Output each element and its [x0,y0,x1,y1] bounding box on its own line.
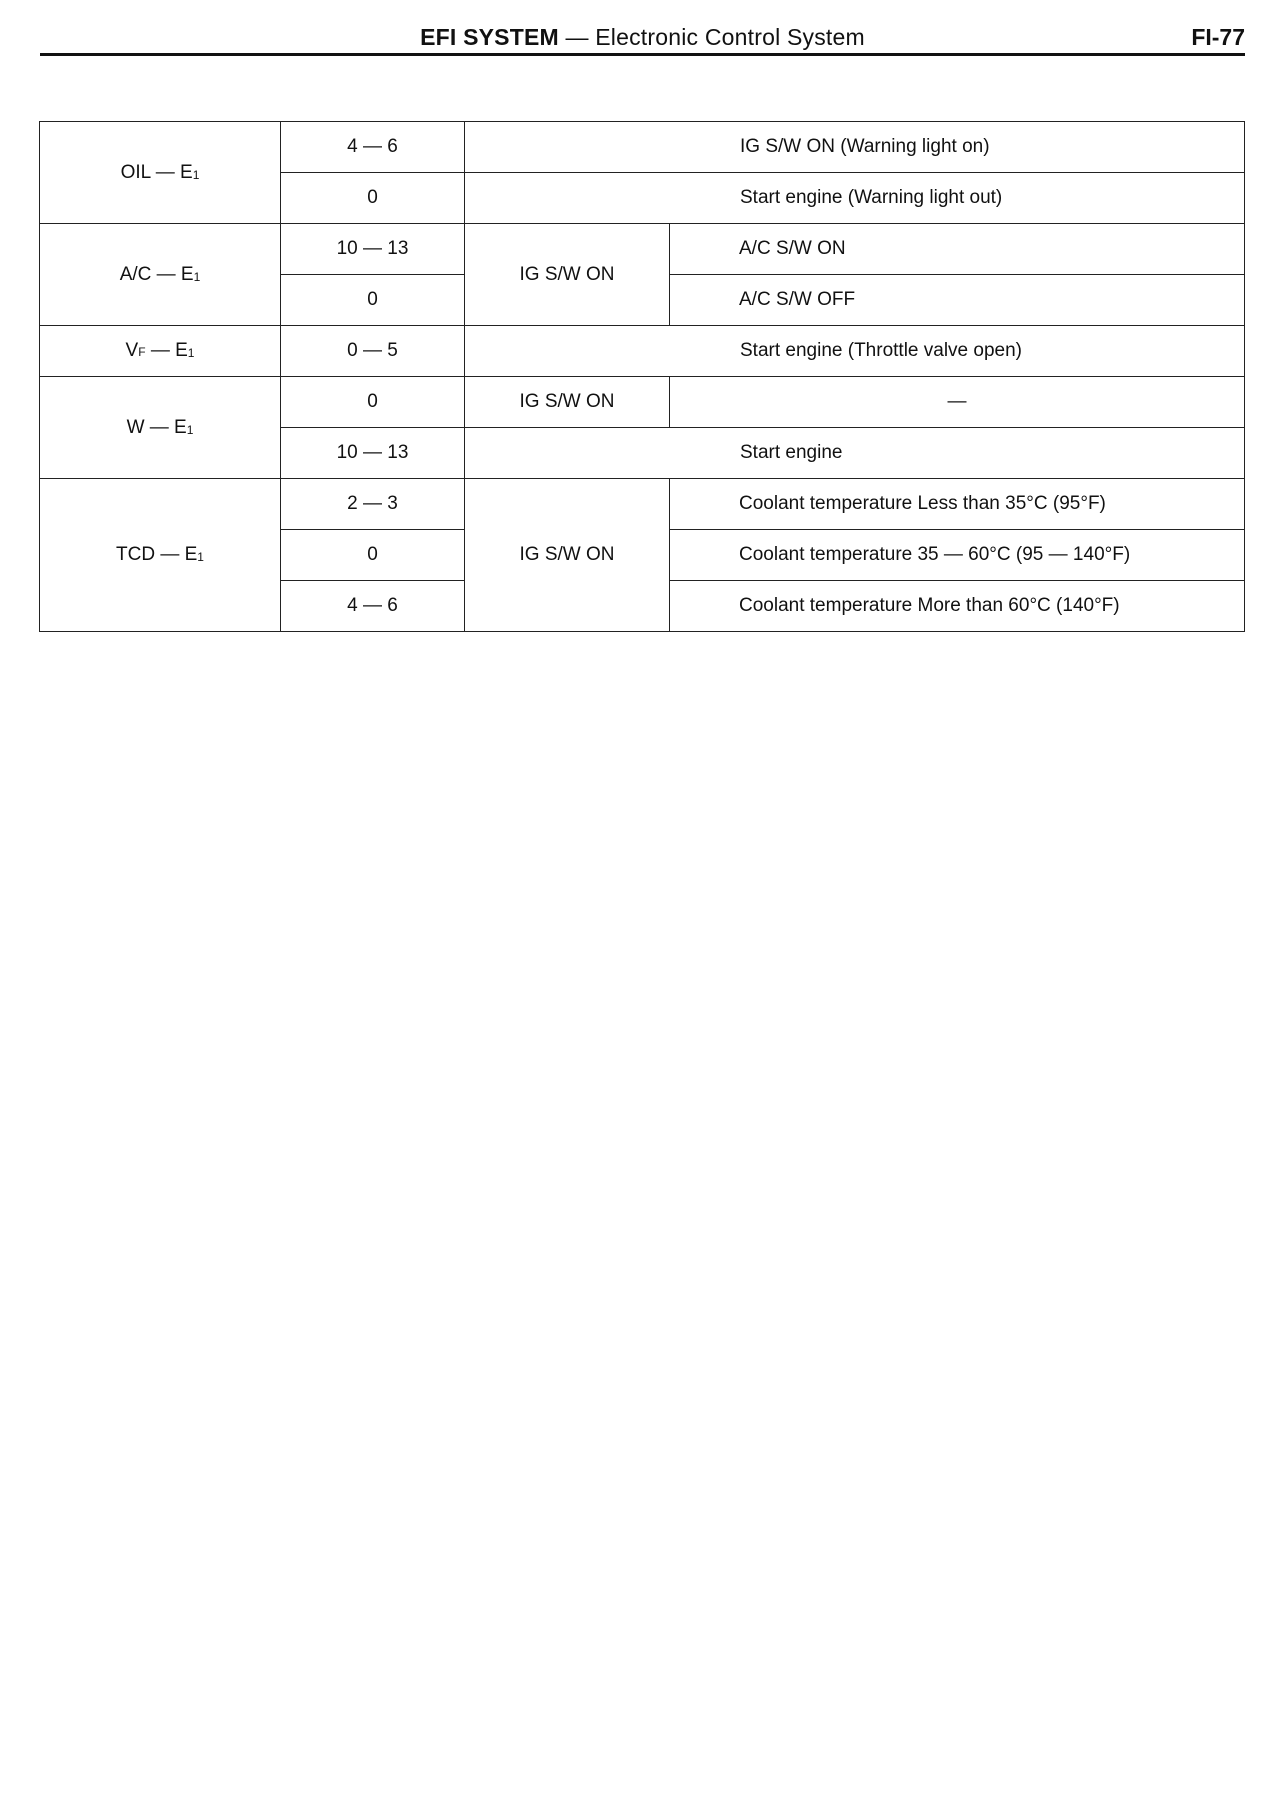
voltage-cell: 2 — 3 [281,479,465,530]
terminal-label-rest: — E [145,340,188,361]
detail-cell: A/C S/W ON [670,224,1245,275]
voltage-cell: 10 — 13 [281,428,465,479]
page-number: FI-77 [1191,24,1245,50]
table-row [40,377,1245,428]
terminal-voltage-table [39,121,1245,632]
terminal-cell-w [40,377,281,479]
condition-cell: Start engine (Warning light out) [465,173,1245,224]
table-row [40,479,1245,530]
condition-cell: IG S/W ON [465,224,670,326]
terminal-cell-ac [40,224,281,326]
terminal-subscript: 1 [193,269,201,284]
voltage-cell: 0 [281,377,465,428]
voltage-cell: 0 [281,530,465,581]
detail-cell: — [670,377,1245,428]
terminal-letter-small: F [138,345,146,359]
condition-cell: IG S/W ON [465,479,670,632]
table-row [40,224,1245,275]
detail-cell: Coolant temperature 35 — 60°C (95 — 140°F) [670,530,1245,581]
table-row [40,122,1245,173]
terminal-subscript: 1 [192,167,200,182]
terminal-label: W — E [126,416,187,438]
terminal-cell-tcd [40,479,281,632]
voltage-cell: 0 [281,275,465,326]
voltage-cell: 4 — 6 [281,122,465,173]
section-name: Electronic Control System [595,24,865,50]
page-header [40,22,1245,56]
table-row [40,326,1245,377]
terminal-subscript: 1 [187,346,195,360]
system-name: EFI SYSTEM [420,24,559,50]
terminal-subscript: 1 [186,422,194,437]
voltage-cell: 0 — 5 [281,326,465,377]
voltage-cell: 0 [281,173,465,224]
terminal-label: A/C — E [119,263,194,285]
terminal-label: TCD — E [116,544,198,565]
condition-cell: Start engine (Throttle valve open) [465,326,1245,377]
terminal-cell-vf [40,326,281,377]
condition-cell: IG S/W ON (Warning light on) [465,122,1245,173]
condition-cell: IG S/W ON [465,377,670,428]
terminal-label: OIL — E [120,161,193,183]
voltage-cell: 10 — 13 [281,224,465,275]
detail-cell: Coolant temperature More than 60°C (140°F) [670,581,1245,632]
terminal-cell-oil [40,122,281,224]
voltage-cell: 4 — 6 [281,581,465,632]
terminal-subscript: 1 [197,550,204,564]
terminal-label: V [125,340,139,361]
condition-cell: Start engine [465,428,1245,479]
detail-cell: A/C S/W OFF [670,275,1245,326]
detail-cell: Coolant temperature Less than 35°C (95°F) [670,479,1245,530]
header-rule [40,53,1245,56]
page-title [40,22,1245,52]
title-dash: — [565,24,589,50]
